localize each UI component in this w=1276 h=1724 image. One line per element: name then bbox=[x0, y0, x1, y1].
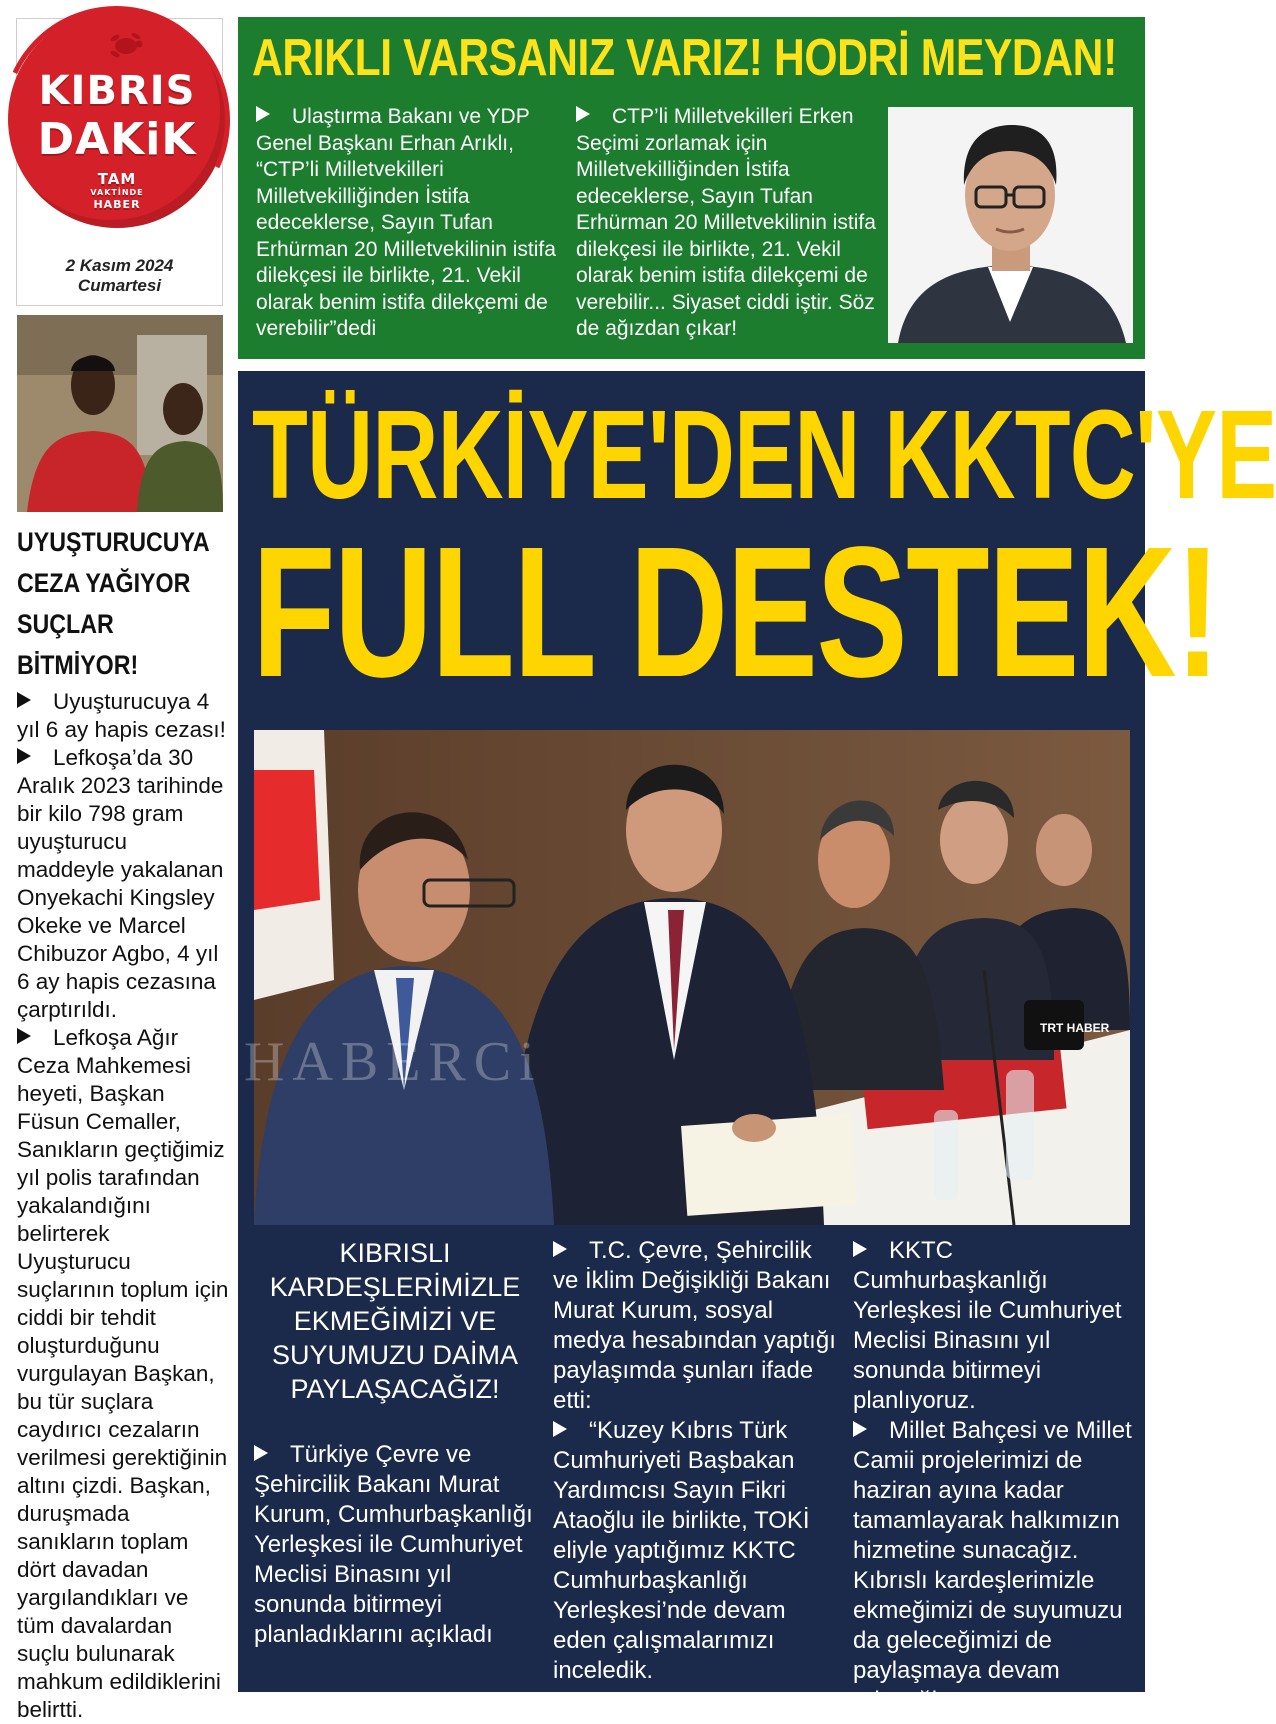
left-story-bullet: Lefkoşa Ağır Ceza Mahkemesi heyeti, Başkan Füsun Cemaller, Sanıkların geçtiğimiz yıl polis tarafından yakalandığını belirterek Uyuşturucu suçlarının toplum için ciddi bir tehdit oluşturduğunu vurgulayan Başkan, bu tür suçlara caydırıcı cezaların verilmesi gerektiğinin altını çizdi. Başkan, duruşmada sanıkların toplam dört davadan yargılandıkları ve tüm davalardan suçlu bulunarak mahkum edildiklerini belirtti. bbox=[17, 1025, 229, 1722]
bullet-arrow-icon bbox=[17, 1028, 31, 1044]
bullet-arrow-icon bbox=[853, 1241, 867, 1257]
tagline-1: TAM bbox=[97, 170, 137, 188]
bullet-arrow-icon bbox=[17, 748, 31, 764]
tv-logo: TRT HABER bbox=[1040, 1021, 1110, 1035]
court-photo[interactable] bbox=[17, 315, 223, 512]
main-story-quote: KIBRISLI KARDEŞLERİMİZLE EKMEĞİMİZİ VE SUYUMUZU DAİMA PAYLAŞACAĞIZ! bbox=[269, 1238, 521, 1404]
main-story-column-2 bbox=[553, 1236, 843, 1686]
bullet-arrow-icon bbox=[256, 106, 270, 122]
main-headline-line1[interactable]: TÜRKİYE'DEN KKTC'YE bbox=[252, 384, 1276, 525]
photo-watermark: HABERCi bbox=[244, 1031, 543, 1093]
main-story-paragraph: Türkiye Çevre ve Şehircilik Bakanı Murat Kurum, Cumhurbaşkanlığı Yerleşkesi ile Cumhuriyet Meclisi Binasını yıl sonunda bitirmeyi planladıklarını açıkladı bbox=[254, 1441, 533, 1648]
bullet-arrow-icon bbox=[853, 1421, 867, 1437]
main-story-paragraph: T.C. Çevre, Şehircilik ve İklim Değişikliği Bakanı Murat Kurum, sosyal medya hesabından yaptığı paylaşımda şunları ifade etti: bbox=[553, 1237, 836, 1414]
top-story-headline[interactable]: ARIKLI VARSANIZ VARIZ! HODRİ MEYDAN! bbox=[252, 29, 1117, 87]
main-story-paragraph: KKTC Cumhurbaşkanlığı Yerleşkesi ile Cumhuriyet Meclisi Binasını yıl sonunda bitirmeyi planlıyoruz. bbox=[853, 1237, 1122, 1414]
main-story-column-3 bbox=[853, 1236, 1138, 1716]
left-story-body bbox=[17, 688, 229, 1724]
signing-ceremony-photo[interactable] bbox=[244, 730, 1130, 1225]
tagline-2: VAKTİNDE bbox=[90, 188, 144, 197]
brand-name-line1: KIBRIS bbox=[38, 68, 196, 114]
left-story-bullet: Lefkoşa’da 30 Aralık 2023 tarihinde bir kilo 798 gram uyuşturucu maddeyle yakalanan Onyekachi Kingsley Okeke ve Marcel Chibuzor Agbo, 4 yıl 6 ay hapis cezasına çarptırıldı. bbox=[17, 745, 224, 1022]
bullet-arrow-icon bbox=[553, 1241, 567, 1257]
turtle-icon bbox=[106, 32, 146, 58]
main-headline-line2[interactable]: FULL DESTEK! bbox=[252, 509, 1220, 716]
newspaper-logo[interactable] bbox=[8, 10, 226, 228]
bullet-arrow-icon bbox=[553, 1421, 567, 1437]
brand-name-line2: DAKiK bbox=[37, 114, 197, 165]
left-story-headline[interactable]: UYUŞTURUCUYA CEZA YAĞIYOR SUÇLAR BİTMİYOR! bbox=[17, 527, 209, 680]
main-story-paragraph: “Kuzey Kıbrıs Türk Cumhuriyeti Başbakan Yardımcısı Sayın Fikri Ataoğlu ile birlikte, TOKİ eliyle yaptığımız KKTC Cumhurbaşkanlığı Yerleşkesi’nde devam eden çalışmalarımızı inceledik. bbox=[553, 1417, 810, 1684]
issue-date: 2 Kasım 2024 bbox=[65, 256, 174, 275]
top-story-text-2: CTP’li Milletvekilleri Erken Seçimi zorlamak için Milletvekilliğinden İstifa edeceklerse, Sayın Tufan Erhürman 20 Milletvekilinin istifa dilekçesi ile birlikte, 21. Vekil olarak benim istifa dilekçemi de verebilir... Siyaset ciddi iştir. Söz de ağızdan çıkar! bbox=[576, 105, 876, 340]
main-story-paragraph: Millet Bahçesi ve Millet Camii projelerimizi de haziran ayına kadar tamamlayarak halkımızın hizmetine sunacağız. Kıbrıslı kardeşlerimizle ekmeğimizi de suyumuzu da geleceğimizi de paylaşmaya devam edeceğiz bbox=[853, 1417, 1132, 1714]
top-story-text-1: Ulaştırma Bakanı ve YDP Genel Başkanı Erhan Arıklı, “CTP’li Milletvekilleri Milletvekilliğinden İstifa edeceklerse, Sayın Tufan Erhürman 20 Milletvekilinin istifa dilekçesi ile birlikte, 21. Vekil olarak benim istifa dilekçemi de verebilir”dedi bbox=[256, 105, 556, 340]
politician-portrait[interactable] bbox=[888, 107, 1133, 343]
bullet-arrow-icon bbox=[254, 1445, 268, 1461]
left-story-bullet: Uyuşturucuya 4 yıl 6 ay hapis cezası! bbox=[17, 689, 226, 742]
top-story-column-2 bbox=[576, 104, 876, 343]
bullet-arrow-icon bbox=[576, 106, 590, 122]
top-story-column-1 bbox=[256, 104, 561, 343]
main-story-column-1 bbox=[254, 1440, 544, 1650]
issue-weekday: Cumartesi bbox=[77, 276, 162, 295]
bullet-arrow-icon bbox=[17, 692, 31, 708]
tagline-3: HABER bbox=[93, 198, 141, 211]
